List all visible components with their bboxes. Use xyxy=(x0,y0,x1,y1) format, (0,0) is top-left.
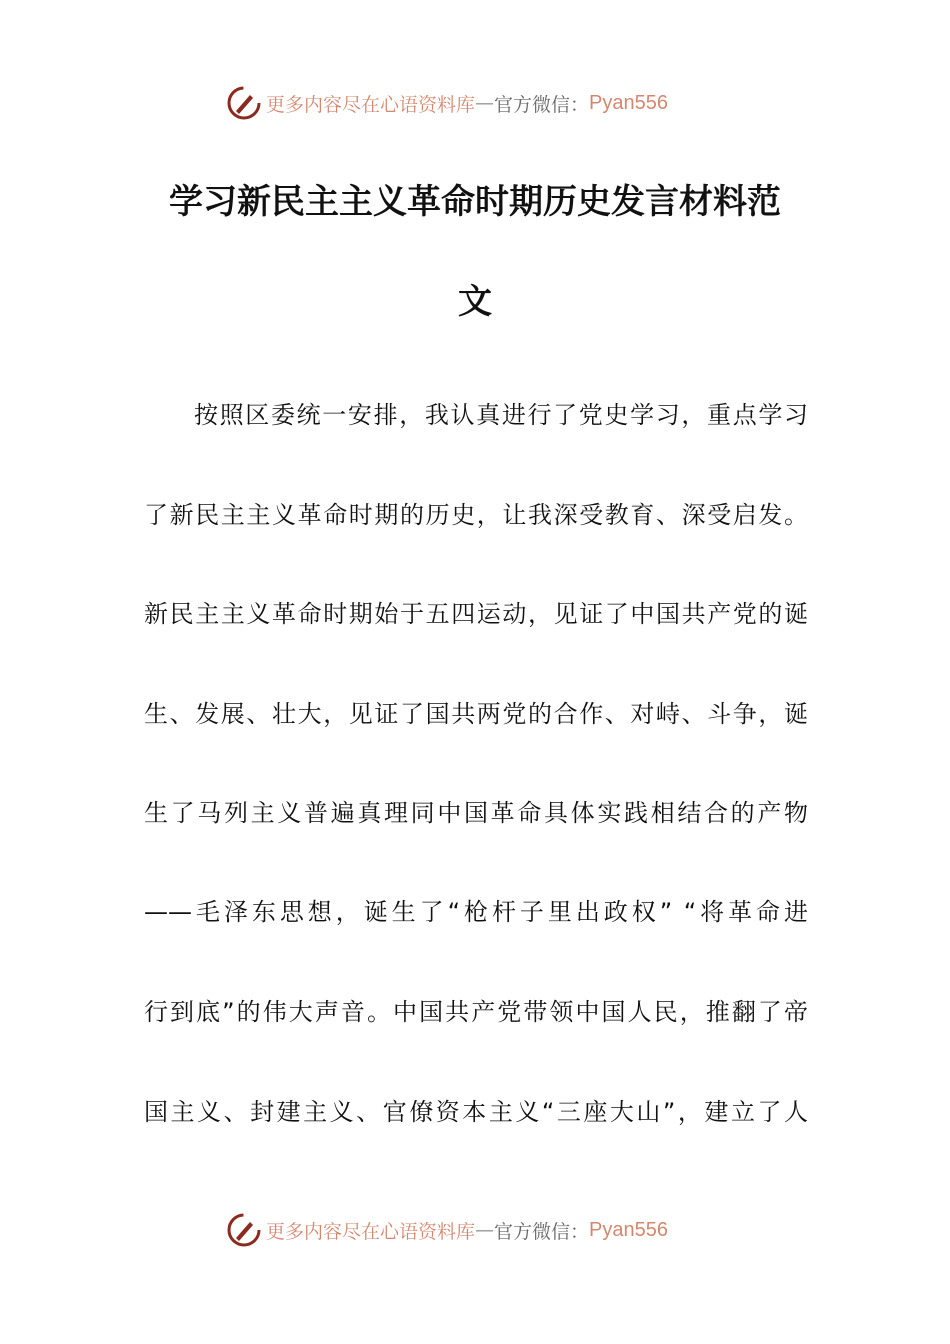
watermark-wechat-id: Pyan556 xyxy=(589,1218,668,1241)
pen-logo-icon xyxy=(226,85,262,121)
watermark-wechat-id: Pyan556 xyxy=(589,91,668,114)
body-line: 生了马列主义普遍真理同中国革命具体实践相结合的产物 xyxy=(144,799,808,827)
body-line: 生、发展、壮大，见证了国共两党的合作、对峙、斗争，诞 xyxy=(144,700,808,728)
pen-logo-icon xyxy=(226,1212,262,1248)
body-line: 新民主主义革命时期始于五四运动，见证了中国共产党的诞 xyxy=(144,600,808,628)
watermark-wechat-label: 官方微信： xyxy=(494,1220,590,1243)
body-line: 按照区委统一安排，我认真进行了党史学习，重点学习 xyxy=(194,401,808,429)
body-line: 国主义、封建主义、官僚资本主义“三座大山”，建立了人 xyxy=(144,1098,808,1126)
watermark-wechat-label: 官方微信： xyxy=(494,93,590,116)
header-watermark xyxy=(226,83,668,123)
watermark-dash: — xyxy=(475,1219,495,1241)
body-line: ——毛泽东思想，诞生了“枪杆子里出政权” “将革命进 xyxy=(144,898,808,926)
watermark-site: 更多内容尽在心语资料库 xyxy=(266,1220,476,1243)
body-line: 行到底”的伟大声音。中国共产党带领中国人民，推翻了帝 xyxy=(144,998,808,1026)
watermark-site: 更多内容尽在心语资料库 xyxy=(266,93,476,116)
document-title-continued: 文 xyxy=(458,282,492,322)
document-title: 学习新民主主义革命时期历史发言材料范 xyxy=(169,182,781,222)
body-line: 了新民主主义革命时期的历史，让我深受教育、深受启发。 xyxy=(144,501,808,529)
footer-watermark xyxy=(226,1210,668,1250)
watermark-dash: — xyxy=(475,92,495,114)
